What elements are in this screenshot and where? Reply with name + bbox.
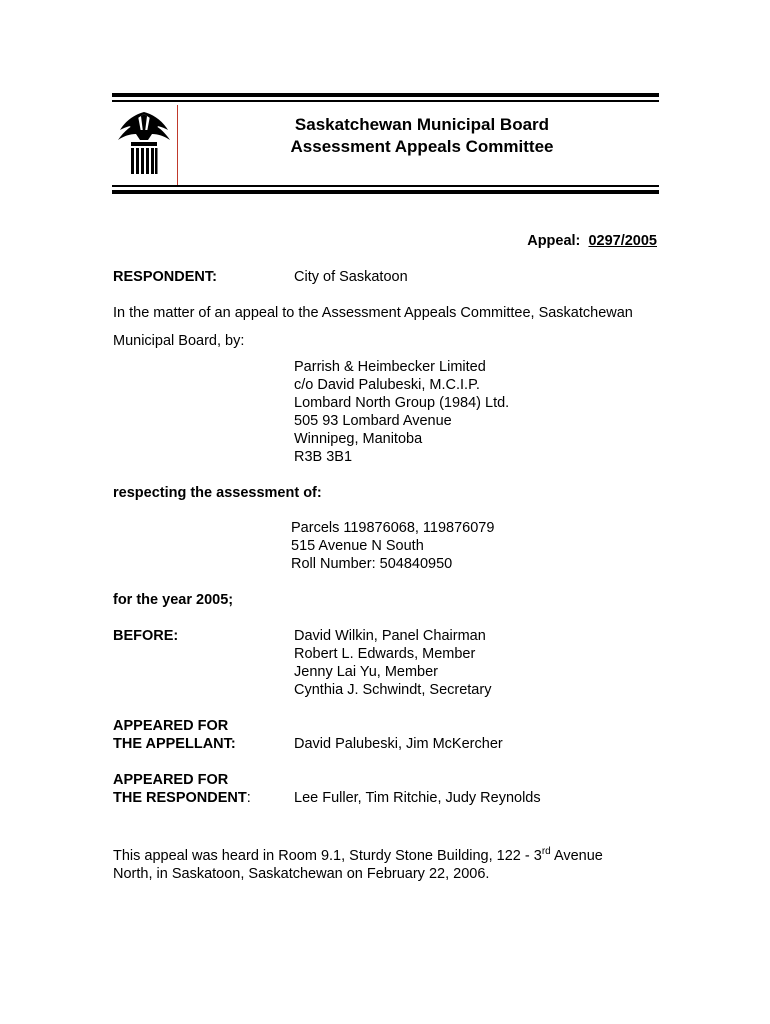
appeared-appellant-value: David Palubeski, Jim McKercher — [294, 736, 503, 752]
address-line: Lombard North Group (1984) Ltd. — [294, 395, 510, 411]
appeal-number: 0297/2005 — [588, 233, 657, 249]
respondent-value: City of Saskatoon — [294, 269, 408, 285]
wheat-sheaf-logo-icon — [114, 110, 174, 176]
appeal-label: Appeal: — [527, 233, 581, 249]
header-bottom-rule-thick — [112, 190, 659, 194]
respecting-block — [291, 519, 494, 573]
appeared-respondent-value: Lee Fuller, Tim Ritchie, Judy Reynolds — [294, 790, 541, 806]
appeared-respondent-label: APPEARED FOR THE RESPONDENT: — [113, 772, 251, 806]
header-top-rule-thick — [112, 93, 659, 97]
header-top-rule-thin — [112, 100, 659, 102]
address-line: c/o David Palubeski, M.C.I.P. — [294, 377, 480, 393]
property-line: Roll Number: 504840950 — [291, 556, 453, 572]
appeal-number-line — [527, 233, 657, 249]
respecting-label: respecting the assessment of: — [113, 485, 322, 501]
title-line-1: Saskatchewan Municipal Board — [294, 115, 550, 134]
appeared-appellant-label: APPEARED FOR THE APPELLANT: — [113, 718, 236, 752]
panel-member: Jenny Lai Yu, Member — [294, 664, 439, 680]
panel-members-block — [294, 627, 491, 699]
matter-line-2: Municipal Board, by: — [113, 333, 245, 349]
address-line: Winnipeg, Manitoba — [294, 431, 423, 447]
logo-divider — [177, 105, 178, 185]
year-line: for the year 2005; — [113, 592, 234, 608]
header-bottom-rule-thin — [112, 185, 659, 187]
address-line: 505 93 Lombard Avenue — [294, 413, 452, 429]
before-label: BEFORE: — [113, 628, 179, 644]
panel-member: Robert L. Edwards, Member — [294, 646, 476, 662]
title-line-2: Assessment Appeals Committee — [290, 137, 554, 156]
respondent-label: RESPONDENT: — [113, 269, 217, 285]
panel-member: Cynthia J. Schwindt, Secretary — [294, 682, 492, 698]
matter-line-1: In the matter of an appeal to the Assessment Appeals Committee, Saskatchewan — [113, 305, 633, 321]
panel-member: David Wilkin, Panel Chairman — [294, 628, 486, 644]
hearing-statement: This appeal was heard in Room 9.1, Sturdy Stone Building, 122 - 3rd Avenue North, in Saskatoon, Saskatchewan on February 22, 2006. — [113, 846, 603, 882]
property-line: Parcels 119876068, 119876079 — [291, 520, 495, 536]
property-line: 515 Avenue N South — [291, 538, 424, 554]
address-line: Parrish & Heimbecker Limited — [294, 359, 486, 375]
address-line: R3B 3B1 — [294, 449, 353, 465]
appellant-address-block — [294, 358, 509, 466]
